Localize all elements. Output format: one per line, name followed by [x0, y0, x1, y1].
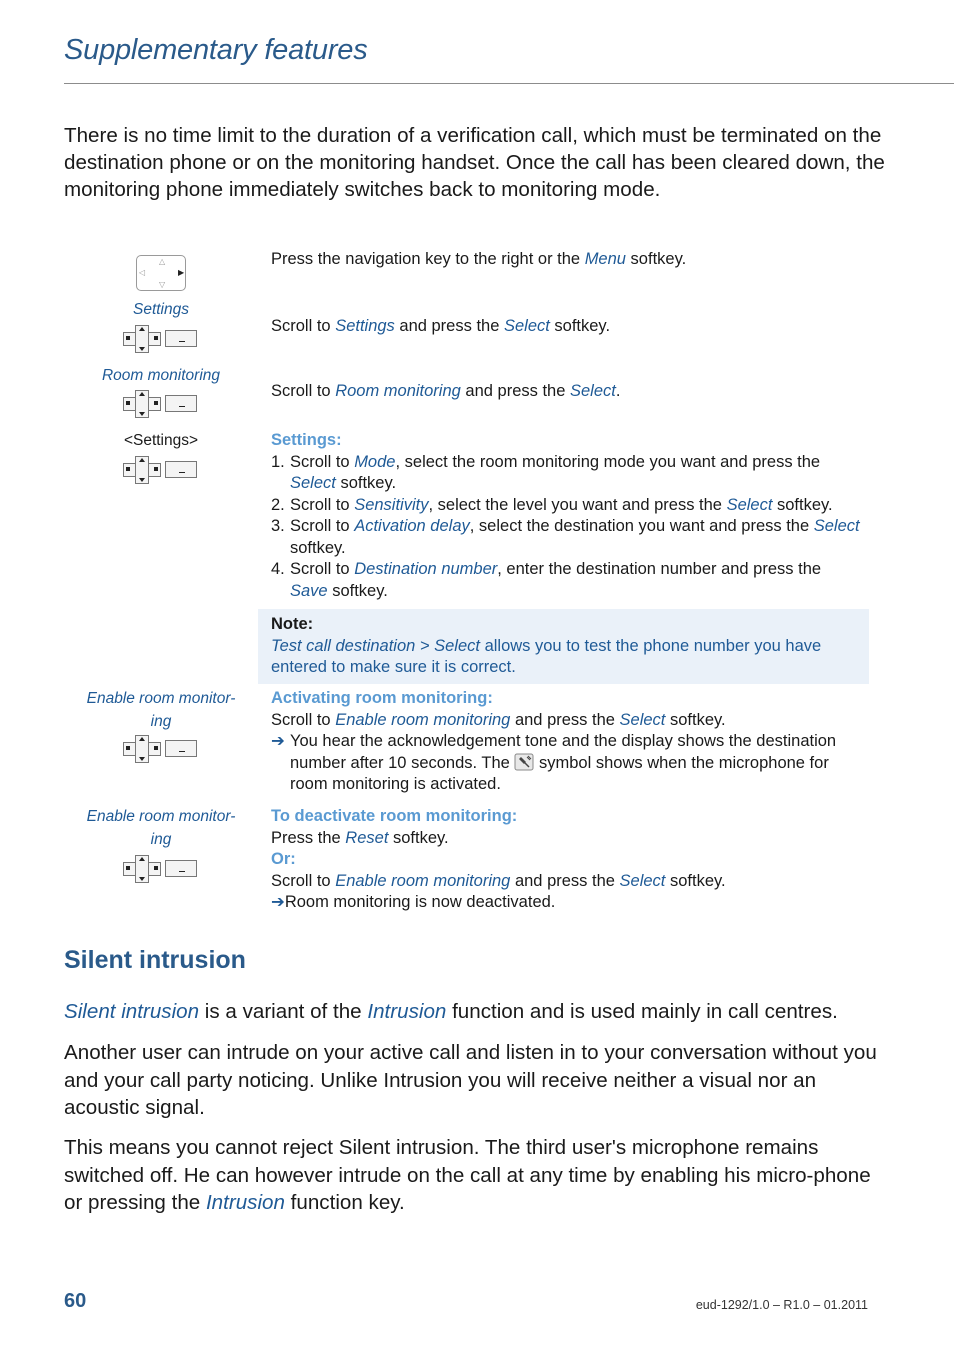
header-divider — [64, 83, 954, 84]
page-header-title: Supplementary features — [64, 34, 368, 66]
paragraph: Silent intrusion is a variant of the Intrusion function and is used mainly in call centres. — [64, 1000, 838, 1023]
keypad-icon — [123, 390, 199, 418]
result-arrow-icon: ➔ — [271, 732, 285, 750]
page-number: 60 — [64, 1290, 87, 1312]
list-item: 2. Scroll to Sensitivity, select the level you want and press the Select softkey. — [271, 495, 833, 514]
document-reference: eud-1292/1.0 – R1.0 – 01.2011 — [695, 1298, 868, 1312]
list-item: 1. Scroll to Mode, select the room monitoring mode you want and press the Select softkey. — [271, 452, 821, 492]
activate-steps: Activating room monitoring: Scroll to Enable room monitoring and press the Select softkey. ➔ You hear the acknowledgement tone and the display shows the destination number after 10 seconds. The symbol shows when the microphone for room monitoring is activated. — [271, 688, 861, 796]
settings-steps — [271, 430, 861, 602]
activate-heading: Activating room monitoring: — [271, 689, 493, 707]
list-item: 3. Scroll to Activation delay, select the destination you want and press the Select softkey. — [271, 517, 860, 557]
keypad-icon — [123, 456, 199, 484]
result-arrow-icon: ➔ — [271, 893, 285, 911]
label-settings: Settings — [132, 301, 189, 318]
label-enable-room-monitoring: Enable room monitor- ing — [86, 690, 236, 730]
note-text: Note: Test call destination > Select allows you to test the phone number you have entered to make sure it is correct. — [271, 615, 822, 676]
paragraph: This means you cannot reject Silent intrusion. The third user's microphone remains switched off. He can however intrude on the call at any time by enabling his micro-phone or pressing the Intrusion function key. — [64, 1136, 871, 1214]
keypad-icon — [123, 855, 199, 883]
step-scroll-room-monitoring: Scroll to Room monitoring and press the Select. — [271, 382, 621, 400]
deactivate-steps: To deactivate room monitoring: Press the Reset softkey. Or: Scroll to Enable room monitoring and press the Select softkey. ➔Room monitoring is now deactivated. — [271, 806, 861, 914]
keypad-icon — [123, 325, 199, 353]
step-open-menu: Press the navigation key to the right or the Menu softkey. — [271, 250, 687, 268]
keypad-icon — [123, 735, 199, 763]
label-room-monitoring: Room monitoring — [101, 367, 221, 384]
settings-heading: Settings: — [271, 431, 342, 449]
step-scroll-settings: Scroll to Settings and press the Select softkey. — [271, 317, 611, 335]
label-settings-bracket: <Settings> — [123, 432, 199, 449]
section-title: Silent intrusion — [64, 946, 246, 974]
label-enable-room-monitoring: Enable room monitor- ing — [86, 808, 236, 848]
intro-paragraph: There is no time limit to the duration of a verification call, which must be terminated on the destination phone or on the monitoring handset. Once the call has been cleared down, the monitoring phone immediately switches back to monitoring mode. — [64, 124, 885, 201]
list-item: 4. Scroll to Destination number, enter the destination number and press the Save softkey. — [271, 560, 822, 600]
paragraph: Another user can intrude on your active call and listen in to your conversation without you and your call party noticing. Unlike Intrusion you will receive neither a visual nor an acoustic signal. — [64, 1041, 877, 1119]
deactivate-heading: To deactivate room monitoring: — [271, 807, 518, 825]
navigation-key-icon: △ ▽ ◁ ▶ — [136, 255, 186, 291]
microphone-icon — [514, 753, 534, 771]
or-label: Or: — [271, 850, 296, 868]
note-heading: Note: — [271, 615, 314, 633]
